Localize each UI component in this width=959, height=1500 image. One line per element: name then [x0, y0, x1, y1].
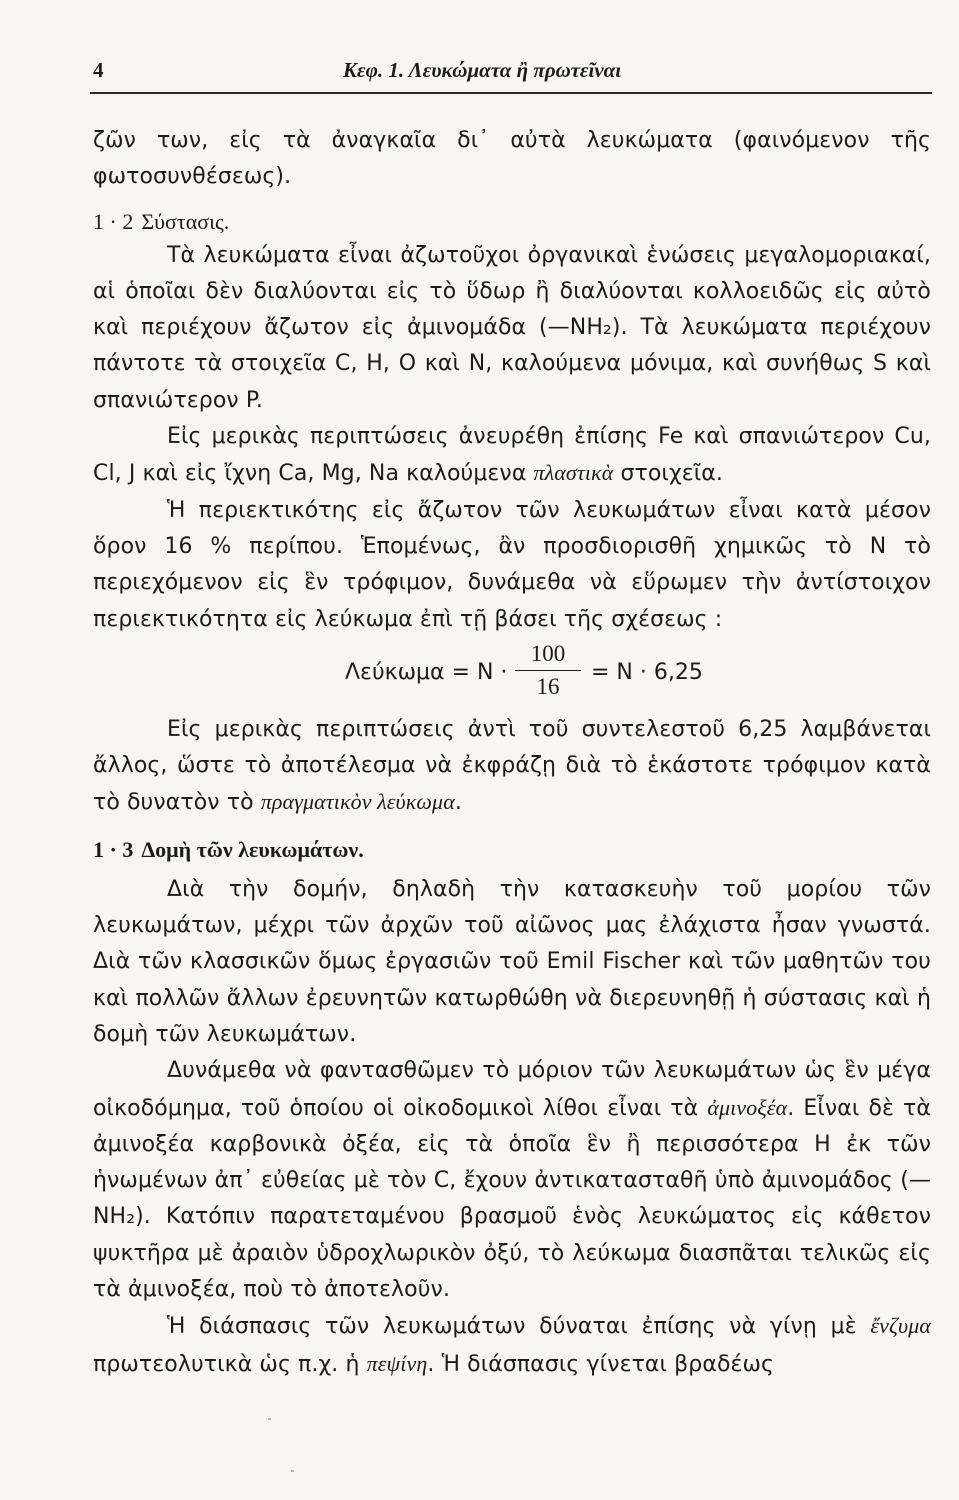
paragraph-trace-elements: Εἰς μερικὰς περιπτώσεις ἀνευρέθη ἐπίσης Fe καὶ σπανιώτερον Cu, Cl, J καὶ εἰς ἴχνη Ca, Mg, Na καλούμενα πλαστικὰ στοιχεῖα.	[93, 424, 931, 487]
emphasis-text: ἔνζυμα	[870, 1313, 931, 1339]
section-number: 1 · 2	[93, 208, 134, 234]
emphasis-text: πεψίνη	[366, 1350, 428, 1376]
paragraph-coefficient: Εἰς μερικὰς περιπτώσεις ἀντὶ τοῦ συντελεστοῦ 6,25 λαμβάνεται ἄλλος, ὥστε τὸ ἀποτέλεσμα νὰ ἐκφράζῃ διὰ τὸ ἑκάστοτε τρόφιμον κατὰ τὸ δυνατὸν τὸ πραγματικὸν λεύκωμα.	[93, 716, 931, 816]
page-body	[93, 123, 931, 1383]
paragraph-hydrolysis: Ἡ διάσπασις τῶν λευκωμάτων δύναται ἐπίσης νὰ γίνῃ μὲ ἔνζυμα πρωτεολυτικὰ ὡς π.χ. ἡ πεψίνη. Ἡ διάσπασις γίνεται βραδέως	[93, 1313, 931, 1377]
section-heading-composition	[93, 204, 931, 238]
formula-denominator: 16	[536, 673, 560, 699]
running-title: Κεφ. 1. Λευκώματα ἢ πρωτεῖναι	[343, 58, 622, 82]
paragraph-amino-acids: Δυνάμεθα νὰ φαντασθῶμεν τὸ μόριον τῶν λευκωμάτων ὡς ἓν μέγα οἰκοδόμημα, τοῦ ὁποίου οἱ οἰκοδομικοὶ λίθοι εἶναι τὰ ἀμινοξέα. Εἶναι δὲ τὰ ἀμινοξέα καρβονικὰ ὀξέα, εἰς τὰ ὁποῖα ἓν ἢ περισσότερα H ἐκ τῶν ἡνωμένων ἀπ᾿ εὐθείας μὲ τὸν C, ἔχουν ἀντικατασταθῆ ὑπὸ ἀμινομάδος (—NH₂). Κατόπιν παρατεταμένου βρασμοῦ ἑνὸς λευκώματος εἰς κάθετον ψυκτῆρα μὲ ἀραιὸν ὑδροχλωρικὸν ὀξύ, τὸ λεύκωμα διασπᾶται τελικῶς εἰς τὰ ἀμινοξέα, ποὺ τὸ ἀποτελοῦν.	[93, 1058, 931, 1303]
header-rule	[90, 92, 932, 94]
emphasis-text: ἀμινοξέα	[707, 1094, 788, 1120]
page-header	[93, 58, 931, 92]
paragraph-definition: Τὰ λευκώματα εἶναι ἀζωτοῦχοι ὀργανικαὶ ἑνώσεις μεγαλομοριακαί, αἱ ὁποῖαι δὲν διαλύονται εἰς τὸ ὕδωρ ἢ διαλύονται κολλοειδῶς εἰς αὐτὸ καὶ περιέχουν ἄζωτον εἰς ἀμινομάδα (—NH₂). Τὰ λευκώματα περιέχουν πάντοτε τὰ στοιχεῖα C, H, O καὶ N, καλούμενα μόνιμα, καὶ συνήθως S καὶ σπανιώτερον P.	[93, 242, 931, 413]
formula-fraction	[515, 640, 581, 701]
section-heading-structure	[93, 832, 931, 872]
formula-lhs: Λεύκωμα = N ·	[345, 659, 508, 685]
emphasis-text: πλαστικὰ	[533, 460, 614, 486]
continued-paragraph: ζῶν των, εἰς τὰ ἀναγκαῖα δι᾿ αὐτὰ λευκώματα (φαινόμενον τῆς φωτοσυνθέσεως).	[93, 128, 931, 190]
protein-formula	[93, 640, 931, 712]
formula-numerator: 100	[530, 640, 566, 666]
emphasis-text: πραγματικὸν λεύκωμα	[260, 789, 455, 815]
paper-speck	[268, 1418, 271, 1420]
section-title: Σύστασις.	[141, 208, 230, 234]
paragraph-structure-history: Διὰ τὴν δομήν, δηλαδὴ τὴν κατασκευὴν τοῦ μορίου τῶν λευκωμάτων, μέχρι τῶν ἀρχῶν τοῦ αἰῶνος μας ἐλάχιστα ἦσαν γνωστά. Διὰ τῶν κλασσικῶν ὅμως ἐργασιῶν τοῦ Emil Fischer καὶ τῶν μαθητῶν του καὶ πολλῶν ἄλλων ἐρευνητῶν κατωρθώθη νὰ διερευνηθῇ ἡ σύστασις καὶ ἡ δομὴ τῶν λευκωμάτων.	[93, 876, 931, 1047]
paper-speck	[291, 1470, 294, 1472]
formula-rhs: = N · 6,25	[591, 659, 703, 685]
paragraph-nitrogen-content: Ἡ περιεκτικότης εἰς ἄζωτον τῶν λευκωμάτων εἶναι κατὰ μέσον ὅρον 16 % περίπου. Ἑπομένως, ἂν προσδιορισθῆ χημικῶς τὸ N τὸ περιεχόμενον εἰς ἓν τρόφιμον, δυνάμεθα νὰ εὕρωμεν τὴν ἀντίστοιχον περιεκτικότητα εἰς λεύκωμα ἐπὶ τῇ βάσει τῆς σχέσεως :	[93, 497, 931, 632]
section-title: Δομὴ τῶν λευκωμάτων.	[141, 836, 364, 862]
page-number: 4	[93, 58, 104, 82]
section-number: 1 · 3	[93, 836, 134, 862]
fraction-bar	[515, 670, 581, 671]
